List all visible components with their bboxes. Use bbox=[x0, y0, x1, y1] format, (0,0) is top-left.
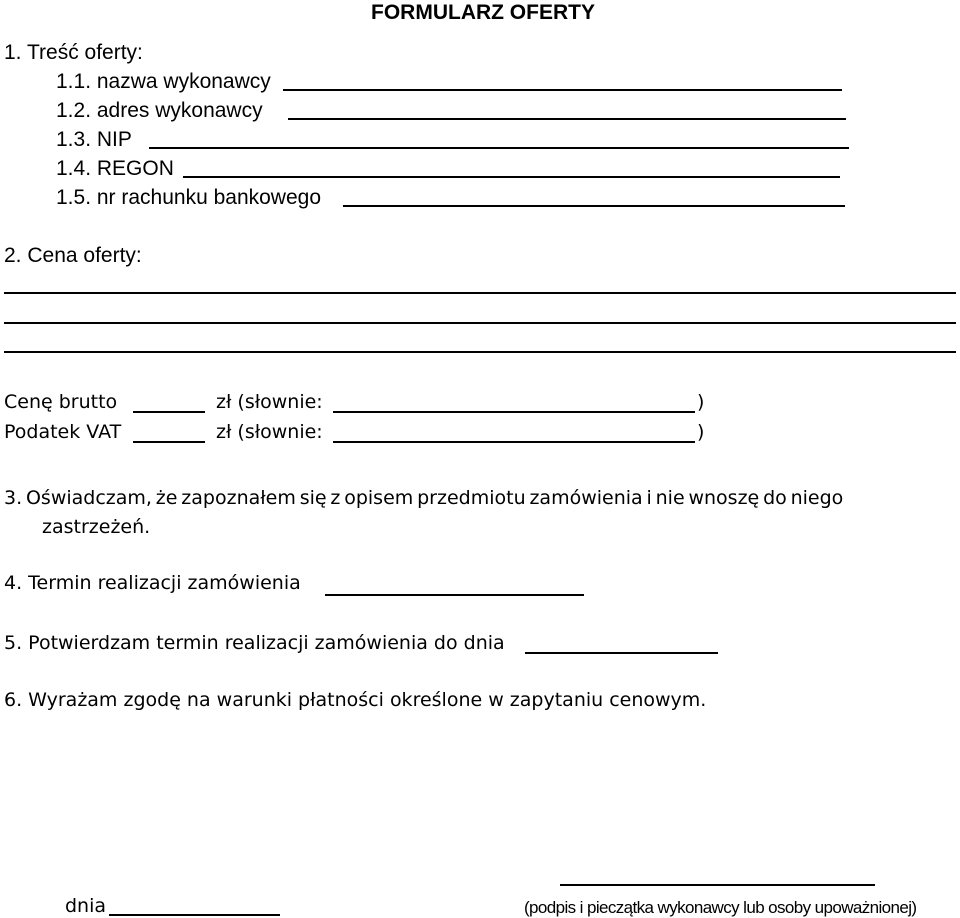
item-label-nip: 1.3. NIP bbox=[56, 128, 132, 151]
section-6-statement: 6. Wyrażam zgodę na warunki płatności określone w zapytaniu cenowym. bbox=[4, 689, 707, 711]
section-2-heading: 2. Cena oferty: bbox=[4, 244, 142, 267]
gross-price-words-field[interactable] bbox=[333, 411, 695, 413]
gross-price-label: Cenę brutto bbox=[4, 391, 118, 413]
vat-label: Podatek VAT bbox=[4, 421, 122, 443]
signature-caption: (podpis i pieczątka wykonawcy lub osoby upoważnionej) bbox=[524, 898, 917, 917]
section-5-label: 5. Potwierdzam termin realizacji zamówienia do dnia bbox=[4, 632, 505, 654]
vat-words-field[interactable] bbox=[333, 441, 695, 443]
form-title: FORMULARZ OFERTY bbox=[371, 1, 595, 24]
completion-date-field[interactable] bbox=[325, 594, 584, 596]
regon-field[interactable] bbox=[183, 176, 840, 178]
price-line-1[interactable] bbox=[4, 292, 956, 294]
item-label-contractor-name: 1.1. nazwa wykonawcy bbox=[56, 70, 271, 93]
price-line-3[interactable] bbox=[4, 351, 956, 353]
date-label: dnia bbox=[65, 895, 107, 917]
contractor-address-field[interactable] bbox=[288, 118, 846, 120]
vat-words-label: zł (słownie: bbox=[216, 421, 323, 443]
signature-field[interactable] bbox=[560, 884, 875, 886]
item-label-bank-account: 1.5. nr rachunku bankowego bbox=[56, 186, 322, 209]
gross-price-close-paren: ) bbox=[697, 391, 705, 413]
gross-price-amount-field[interactable] bbox=[133, 411, 205, 413]
section-3-statement: 3. Oświadczam, że zapoznałem się z opisem przedmiotu zamówienia i nie wnoszę do niego bbox=[4, 487, 844, 509]
vat-close-paren: ) bbox=[697, 421, 705, 443]
date-field[interactable] bbox=[109, 914, 280, 916]
item-label-contractor-address: 1.2. adres wykonawcy bbox=[56, 99, 263, 122]
contractor-name-field[interactable] bbox=[283, 89, 842, 91]
confirm-date-field[interactable] bbox=[525, 652, 718, 654]
vat-amount-field[interactable] bbox=[133, 441, 205, 443]
section-3-statement-cont: zastrzeżeń. bbox=[42, 516, 151, 538]
gross-price-words-label: zł (słownie: bbox=[216, 391, 323, 413]
price-line-2[interactable] bbox=[4, 322, 956, 324]
section-1-heading: 1. Treść oferty: bbox=[4, 41, 143, 64]
nip-field[interactable] bbox=[149, 147, 849, 149]
section-4-label: 4. Termin realizacji zamówienia bbox=[4, 572, 301, 594]
bank-account-field[interactable] bbox=[343, 205, 845, 207]
item-label-regon: 1.4. REGON bbox=[56, 157, 174, 180]
